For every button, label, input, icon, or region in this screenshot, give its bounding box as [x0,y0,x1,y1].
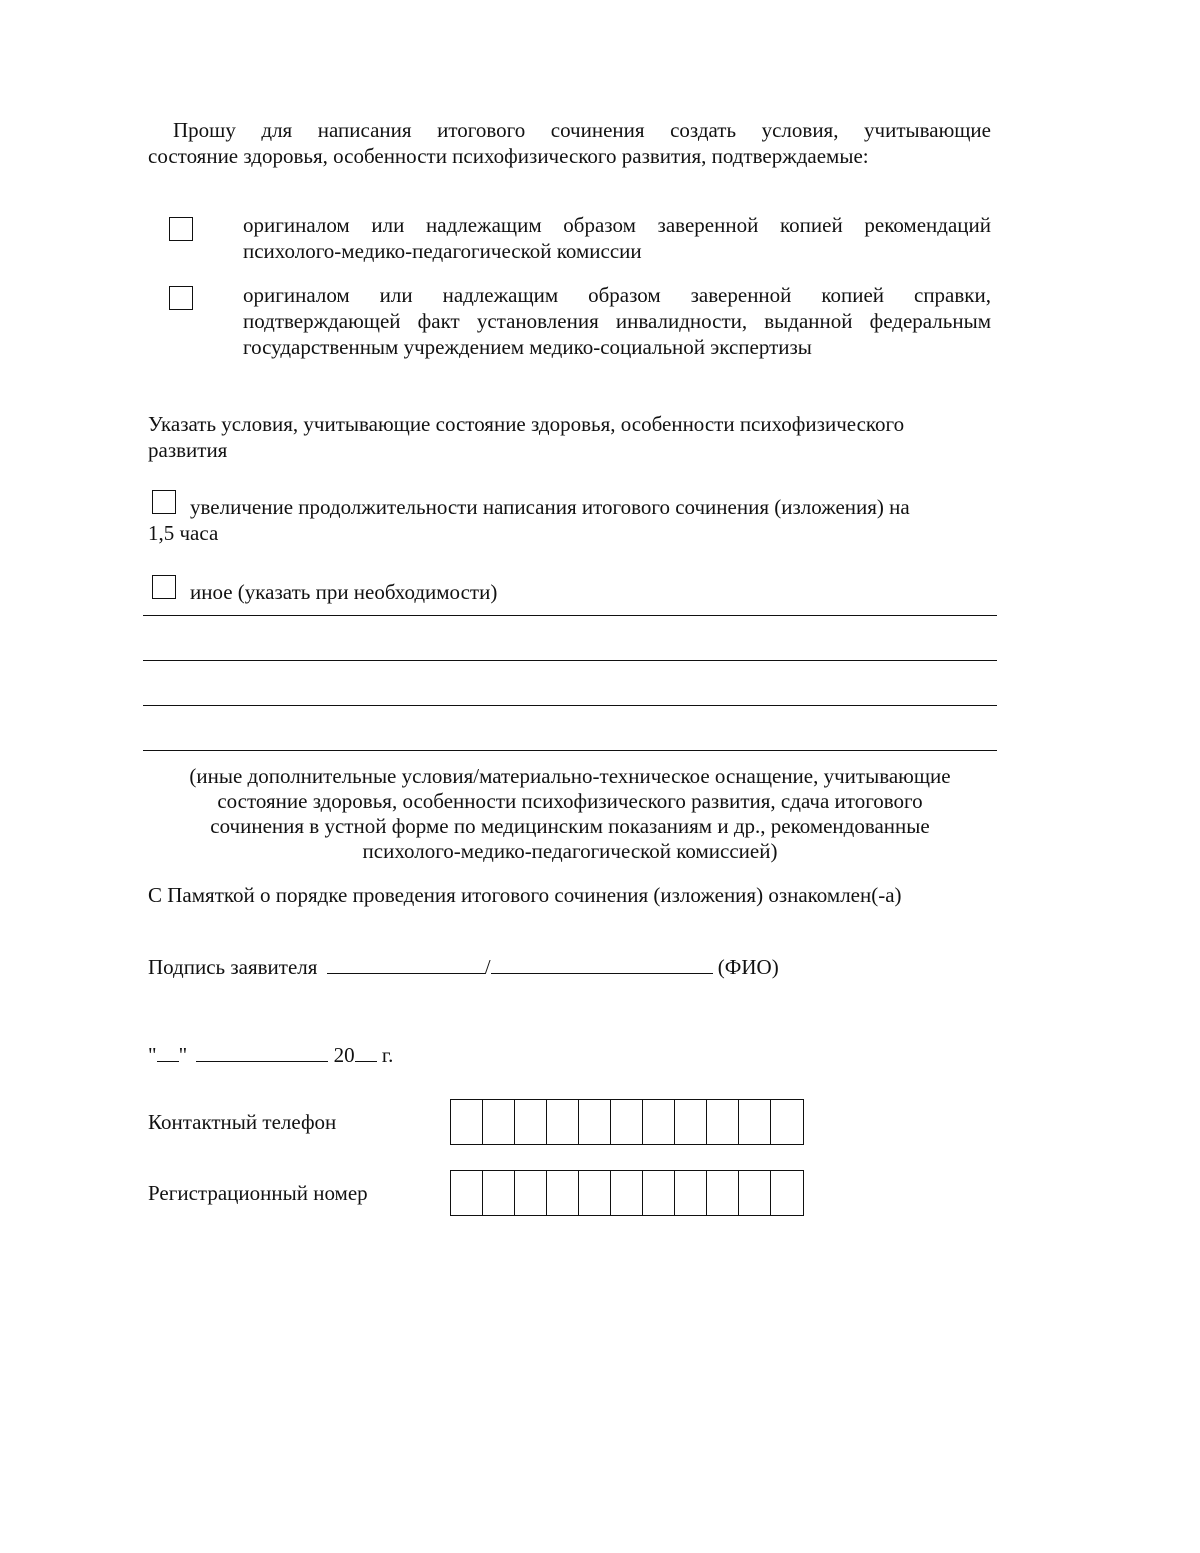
reg-cell[interactable] [611,1171,643,1215]
signature-separator: / [484,955,491,979]
phone-cell[interactable] [611,1100,643,1144]
phone-label: Контактный телефон [148,1110,337,1134]
conditions-heading-line-2: развития [148,438,228,462]
signature-row [148,953,868,980]
phone-cell[interactable] [675,1100,707,1144]
reg-cell[interactable] [483,1171,515,1215]
other-label: иное (указать при необходимости) [190,580,498,604]
reg-label: Регистрационный номер [148,1181,368,1205]
reg-cell[interactable] [771,1171,803,1215]
other-checkbox[interactable] [152,575,176,599]
write-line-2[interactable] [143,660,997,661]
option-1-line-1: оригиналом или надлежащим образом заверенной копией рекомендаций [243,213,991,237]
request-line-2: состояние здоровья, особенности психофизического развития, подтверждаемые: [148,144,869,168]
signature-field[interactable] [327,953,485,974]
reg-cell[interactable] [547,1171,579,1215]
option-2-line-3: государственным учреждением медико-социальной экспертизы [243,335,812,359]
date-day-field[interactable] [157,1041,179,1062]
extend-time-line-2: 1,5 часа [148,521,219,545]
signature-label: Подпись заявителя [148,955,318,979]
reg-cell[interactable] [739,1171,771,1215]
conditions-heading-line-1: Указать условия, учитывающие состояние здоровья, особенности психофизического [148,412,905,436]
extend-time-line-1: увеличение продолжительности написания итогового сочинения (изложения) на [190,495,910,519]
request-line-1: Прошу для написания итогового сочинения создать условия, учитывающие [173,118,991,142]
phone-cell[interactable] [579,1100,611,1144]
phone-cell[interactable] [547,1100,579,1144]
date-row [148,1041,548,1068]
reg-cell[interactable] [515,1171,547,1215]
note-block [143,764,997,864]
phone-cell[interactable] [739,1100,771,1144]
date-year-suffix: г. [381,1043,394,1067]
date-quote-open: " [148,1043,157,1067]
write-line-4[interactable] [143,750,997,751]
reg-cell[interactable] [707,1171,739,1215]
phone-cell[interactable] [451,1100,483,1144]
write-line-3[interactable] [143,705,997,706]
option-2-line-1: оригиналом или надлежащим образом заверенной копией справки, [243,283,991,307]
fio-label: (ФИО) [717,955,779,979]
reg-grid[interactable] [450,1170,804,1216]
phone-cell[interactable] [643,1100,675,1144]
phone-cell[interactable] [483,1100,515,1144]
option-2-line-2: подтверждающей факт установления инвалидности, выданной федеральным [243,309,991,333]
phone-grid[interactable] [450,1099,804,1145]
date-year-prefix: 20 [333,1043,355,1067]
reg-cell[interactable] [451,1171,483,1215]
note-line-4: психолого-медико-педагогической комиссией) [362,839,778,863]
write-line-1[interactable] [143,615,997,616]
note-line-1: (иные дополнительные условия/материально-техническое оснащение, учитывающие [189,764,951,788]
extend-time-checkbox[interactable] [152,490,176,514]
option-1-line-2: психолого-медико-педагогической комиссии [243,239,642,263]
note-line-3: сочинения в устной форме по медицинским показаниям и др., рекомендованные [210,814,930,838]
option-2-checkbox[interactable] [169,286,193,310]
option-1-checkbox[interactable] [169,217,193,241]
phone-cell[interactable] [515,1100,547,1144]
fio-field[interactable] [491,953,713,974]
date-month-field[interactable] [196,1041,328,1062]
reg-cell[interactable] [579,1171,611,1215]
reg-cell[interactable] [643,1171,675,1215]
phone-cell[interactable] [771,1100,803,1144]
date-quote-close: " [178,1043,188,1067]
date-year-field[interactable] [355,1041,377,1062]
memo-text: С Памяткой о порядке проведения итогового сочинения (изложения) ознакомлен(-а) [148,883,902,907]
phone-cell[interactable] [707,1100,739,1144]
note-line-2: состояние здоровья, особенности психофизического развития, сдача итогового [217,789,923,813]
reg-cell[interactable] [675,1171,707,1215]
